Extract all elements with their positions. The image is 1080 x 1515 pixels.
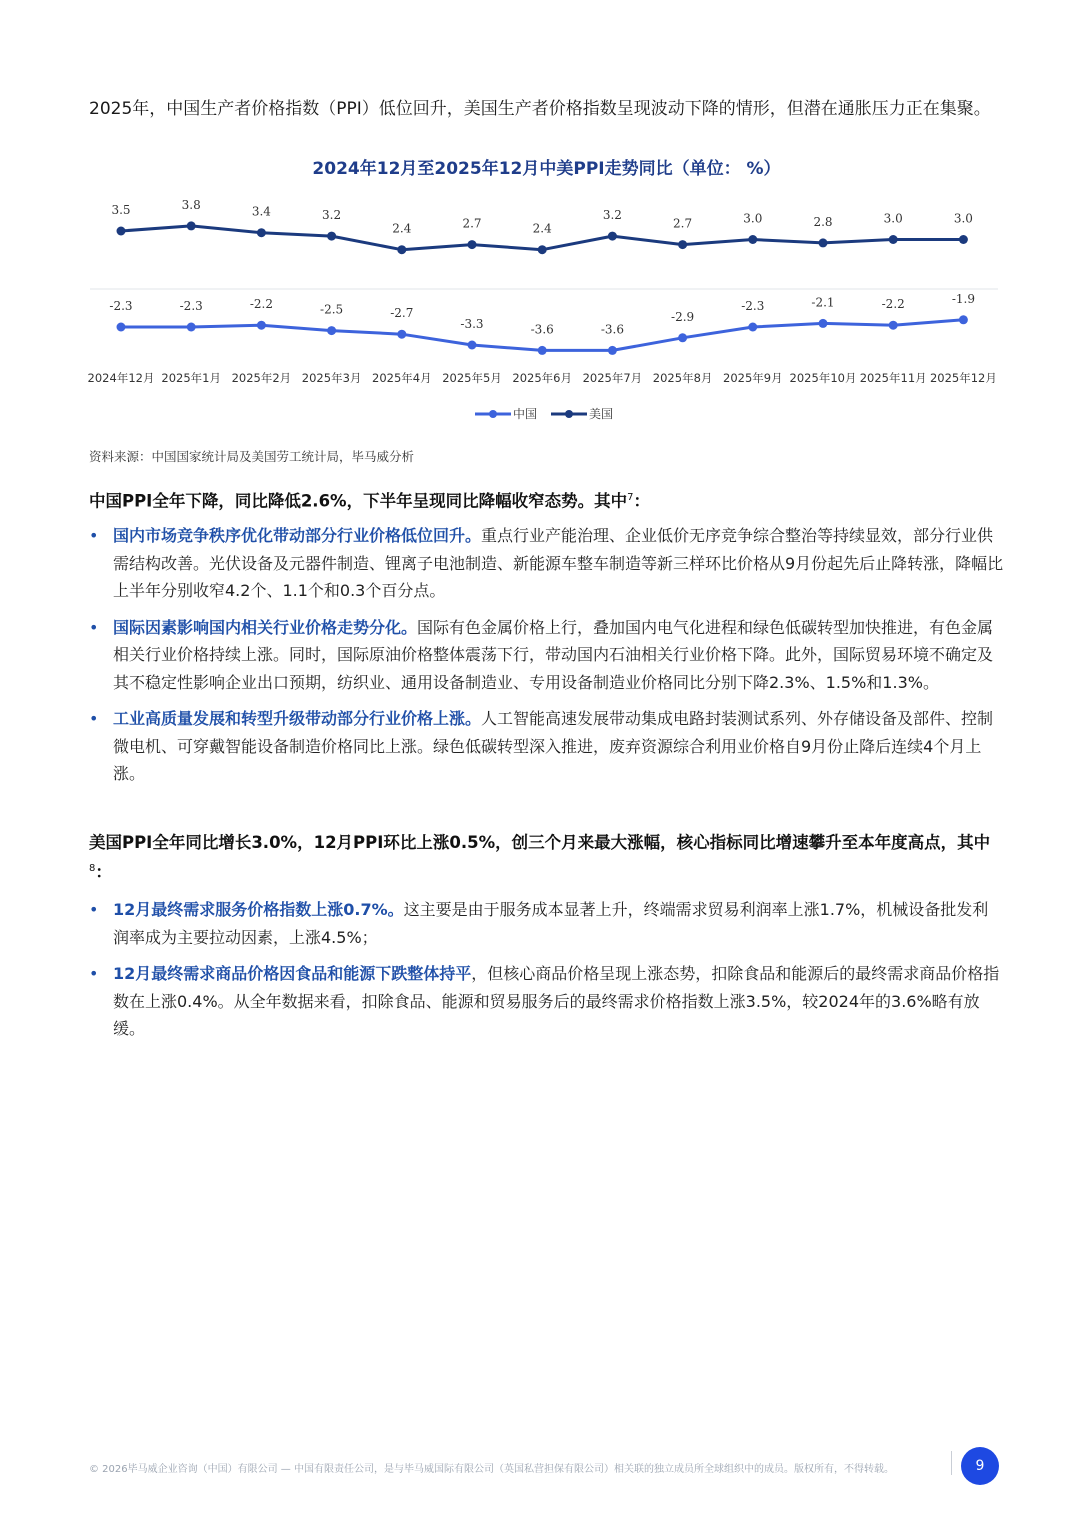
data-point [187, 323, 196, 332]
data-label: 2.7 [462, 216, 482, 231]
footer-divider [951, 1451, 952, 1475]
data-point [468, 240, 477, 249]
x-tick-label: 2025年8月 [652, 371, 713, 385]
legend-label: 中国 [513, 407, 538, 421]
data-label: 3.2 [322, 208, 342, 223]
x-tick-label: 2025年6月 [512, 371, 572, 385]
data-label: -2.5 [320, 302, 344, 317]
section1-heading: 中国PPI全年下降，同比降低2.6%，下半年呈现同比降幅收窄态势。其中$^7$： [89, 491, 650, 511]
source-note: 资料来源：中国国家统计局及美国劳工统计局，毕马威分析 [89, 449, 415, 464]
data-point [819, 238, 828, 247]
data-point [257, 228, 266, 237]
data-point [187, 221, 196, 230]
data-point [748, 323, 757, 332]
x-axis-labels [88, 371, 997, 385]
data-point [117, 323, 126, 332]
data-label: -3.6 [530, 322, 554, 337]
data-label: -2.3 [109, 299, 133, 313]
x-tick-label: 2024年12月 [87, 371, 155, 385]
data-label: 3.0 [743, 211, 763, 226]
data-point [889, 235, 898, 244]
list-item: • 国际因素影响国内相关行业价格走势分化。国际有色金属价格上行，叠加国内电气化进程和绿色低碳转型加快推进，有色金属相关行业价格持续上涨。同时，国际原油价格整体震荡下行，带动国内石油相关行业价格下降。此外，国际贸易环境不确定及其不稳定性影响企业出口预期，纺织业、通用设备制造业、专用设备制造业价格同比分别下降2.3%、1.5%和1.3%。 [89, 614, 1004, 697]
data-label: -2.1 [811, 295, 835, 310]
x-tick-label: 2025年1月 [161, 371, 221, 385]
data-point [889, 321, 898, 330]
bullet-icon: • [89, 526, 99, 545]
list-item: • 国内市场竞争秩序优化带动部分行业价格低位回升。重点行业产能治理、企业低价无序竞争综合整治等持续显效，部分行业供需结构改善。光伏设备及元器件制造、锂离子电池制造、新能源车整车制造等新三样环比价格从9月份起先后止降转涨，降幅比上半年分别收窄4.2个、1.1个和0.3个百分点。 [89, 522, 1004, 605]
list-item: • 12月最终需求商品价格因食品和能源下跌整体持平，但核心商品价格呈现上涨态势，扣除食品和能源后的最终需求商品价格指数在上涨0.4%。从全年数据来看，扣除食品、能源和贸易服务后的最终需求价格指数上涨3.5%，较2024年的3.6%略有放缓。 [89, 960, 1004, 1043]
bullet-icon: • [89, 900, 99, 919]
section1-bullets [89, 522, 1004, 797]
x-tick-label: 2025年12月 [929, 371, 997, 385]
chart-title: 2024年12月至2025年12月中美PPI走势同比（单位： %） [312, 159, 781, 179]
data-point [397, 245, 406, 254]
data-point [468, 341, 477, 350]
bullet-icon: • [89, 709, 99, 728]
x-tick-label: 2025年10月 [789, 371, 857, 385]
data-label: 3.8 [181, 197, 201, 212]
data-label: 3.0 [953, 211, 973, 226]
intro-paragraph: 2025年，中国生产者价格指数（PPI）低位回升，美国生产者价格指数呈现波动下降的情形，但潜在通胀压力正在集聚。 [89, 99, 991, 119]
data-point [678, 240, 687, 249]
data-point [959, 235, 968, 244]
bullet-icon: • [89, 964, 99, 983]
data-label: 3.0 [883, 211, 903, 226]
data-label: -2.7 [390, 306, 414, 321]
data-label: -1.9 [951, 291, 975, 306]
data-point [538, 346, 547, 355]
china-series [109, 292, 975, 355]
us-series [111, 198, 972, 254]
x-tick-label: 2025年9月 [723, 371, 783, 385]
list-item: • 12月最终需求服务价格指数上涨0.7%。这主要是由于服务成本显著上升，终端需求贸易利润率上涨1.7%，机械设备批发利润率成为主要拉动因素，上涨4.5%； [89, 896, 1004, 951]
data-point [959, 315, 968, 324]
data-label: 2.4 [532, 221, 552, 236]
data-point [538, 245, 547, 254]
data-label: -2.3 [741, 299, 765, 313]
bullet-icon: • [89, 617, 99, 637]
data-label: 3.2 [602, 208, 622, 223]
data-label: 2.7 [673, 216, 693, 231]
data-label: 2.8 [813, 214, 833, 229]
data-point [117, 227, 126, 236]
x-tick-label: 2025年5月 [442, 371, 502, 385]
data-point [257, 321, 266, 330]
x-tick-label: 2025年7月 [582, 371, 643, 385]
list-item: • 工业高质量发展和转型升级带动部分行业价格上涨。人工智能高速发展带动集成电路封装测试系列、外存储设备及部件、控制微电机、可穿戴智能设备制造价格同比上涨。绿色低碳转型深入推进，废弃资源综合利用业价格自9月份止降后连续4个月上涨。 [89, 705, 1004, 788]
data-point [397, 330, 406, 339]
ppi-line-chart [80, 188, 1010, 433]
footer-copyright: © 2026毕马威企业咨询（中国）有限公司 — 中国有限责任公司，是与毕马威国际有限公司（英国私营担保有限公司）相关联的独立成员所全球组织中的成员。版权所有，不得转载。 [89, 1464, 894, 1475]
legend-marker [565, 410, 573, 418]
data-point [748, 235, 757, 244]
section2-bullets [89, 896, 1004, 1052]
data-label: -2.2 [881, 297, 905, 312]
legend-label: 美国 [589, 407, 614, 421]
data-point [327, 326, 336, 335]
data-point [678, 333, 687, 342]
data-label: -3.6 [600, 322, 624, 337]
x-tick-label: 2025年11月 [859, 371, 927, 385]
data-point [608, 232, 617, 241]
chart-legend [475, 406, 613, 421]
x-tick-label: 2025年4月 [372, 371, 432, 385]
legend-marker [489, 410, 497, 418]
page-number: 9 [961, 1447, 999, 1485]
data-point [608, 346, 617, 355]
data-label: -2.3 [179, 299, 203, 313]
data-point [327, 232, 336, 241]
x-tick-label: 2025年2月 [231, 371, 292, 385]
data-label: -3.3 [460, 317, 484, 331]
data-point [819, 319, 828, 328]
data-label: 2.4 [392, 221, 412, 236]
data-label: 3.5 [111, 203, 131, 217]
data-label: -2.2 [249, 297, 273, 312]
data-label: -2.9 [671, 309, 695, 324]
data-label: 3.4 [251, 204, 271, 219]
section2-heading: 美国PPI全年同比增长3.0%，12月PPI环比上涨0.5%，创三个月来最大涨幅，核心指标同比增速攀升至本年度高点，其中$^8$： [89, 833, 991, 882]
x-tick-label: 2025年3月 [301, 371, 362, 385]
